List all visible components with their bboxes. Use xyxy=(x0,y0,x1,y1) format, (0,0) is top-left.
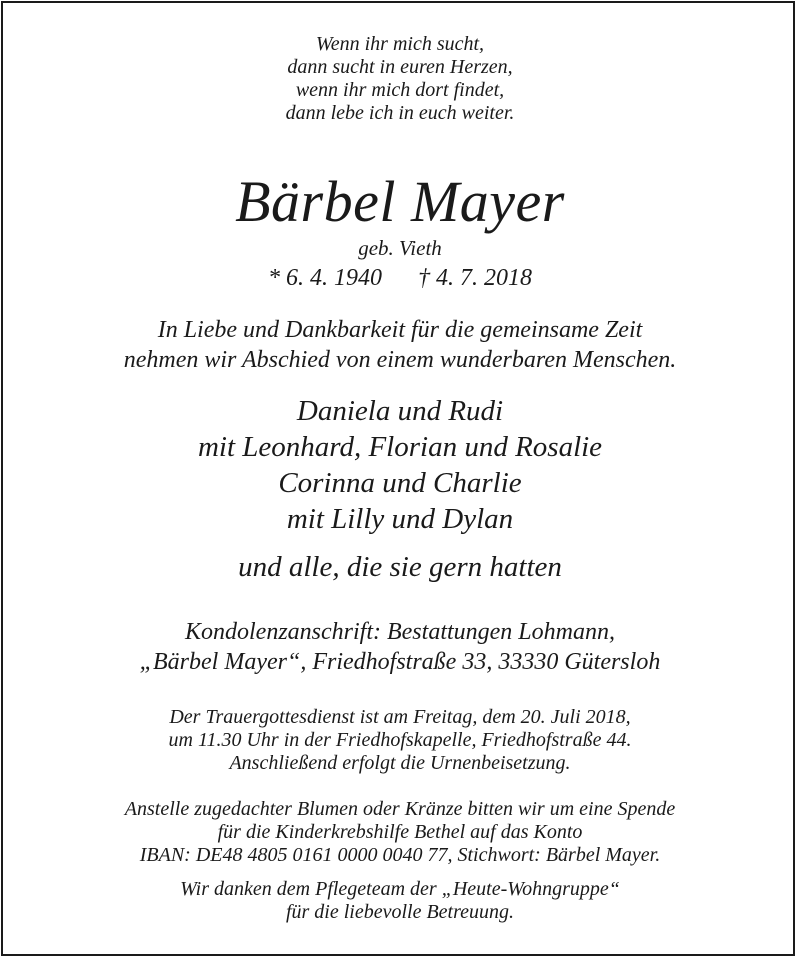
deceased-name: Bärbel Mayer xyxy=(235,169,565,234)
condolence-line: „Bärbel Mayer“, Friedhofstraße 33, 33330 Gütersloh xyxy=(139,649,661,675)
poem-line: dann sucht in euren Herzen, xyxy=(287,56,513,78)
donation-line: für die Kinderkrebshilfe Bethel auf das Konto xyxy=(217,821,583,843)
service-line: Der Trauergottesdienst ist am Freitag, dem 20. Juli 2018, xyxy=(169,706,631,728)
mourners xyxy=(0,393,800,585)
donation-info xyxy=(0,798,800,867)
poem-line: dann lebe ich in euch weiter. xyxy=(285,102,515,124)
intro-line: In Liebe und Dankbarkeit für die gemeinsame Zeit xyxy=(157,317,643,343)
service-line: um 11.30 Uhr in der Friedhofskapelle, Friedhofstraße 44. xyxy=(168,729,632,751)
birth-date: * 6. 4. 1940 xyxy=(268,265,382,291)
poem xyxy=(0,33,800,125)
condolence-line: Kondolenzanschrift: Bestattungen Lohmann, xyxy=(185,619,615,645)
intro-line: nehmen wir Abschied von einem wunderbaren Menschen. xyxy=(123,347,677,373)
thanks-line: Wir danken dem Pflegeteam der „Heute-Wohngruppe“ xyxy=(180,878,620,900)
mourner-line: mit Leonhard, Florian und Rosalie xyxy=(197,431,603,463)
poem-line: Wenn ihr mich sucht, xyxy=(315,33,485,55)
mourner-line: mit Lilly und Dylan xyxy=(286,503,514,535)
funeral-service-info xyxy=(0,706,800,775)
life-dates xyxy=(0,263,800,293)
donation-line: IBAN: DE48 4805 0161 0000 0040 77, Stichwort: Bärbel Mayer. xyxy=(139,844,661,866)
donation-line: Anstelle zugedachter Blumen oder Kränze bitten wir um eine Spende xyxy=(124,798,676,820)
poem-line: wenn ihr mich dort findet, xyxy=(295,79,505,101)
condolence-address xyxy=(0,617,800,677)
mourner-line: Corinna und Charlie xyxy=(278,467,522,499)
service-line: Anschließend erfolgt die Urnenbeisetzung. xyxy=(229,752,571,774)
birth-name: geb. Vieth xyxy=(358,236,442,260)
mourners-closing: und alle, die sie gern hatten xyxy=(238,551,562,583)
death-date: † 4. 7. 2018 xyxy=(418,265,532,291)
thanks-note xyxy=(0,878,800,924)
thanks-line: für die liebevolle Betreuung. xyxy=(285,901,515,923)
mourner-line: Daniela und Rudi xyxy=(296,395,504,427)
intro-text xyxy=(0,315,800,375)
